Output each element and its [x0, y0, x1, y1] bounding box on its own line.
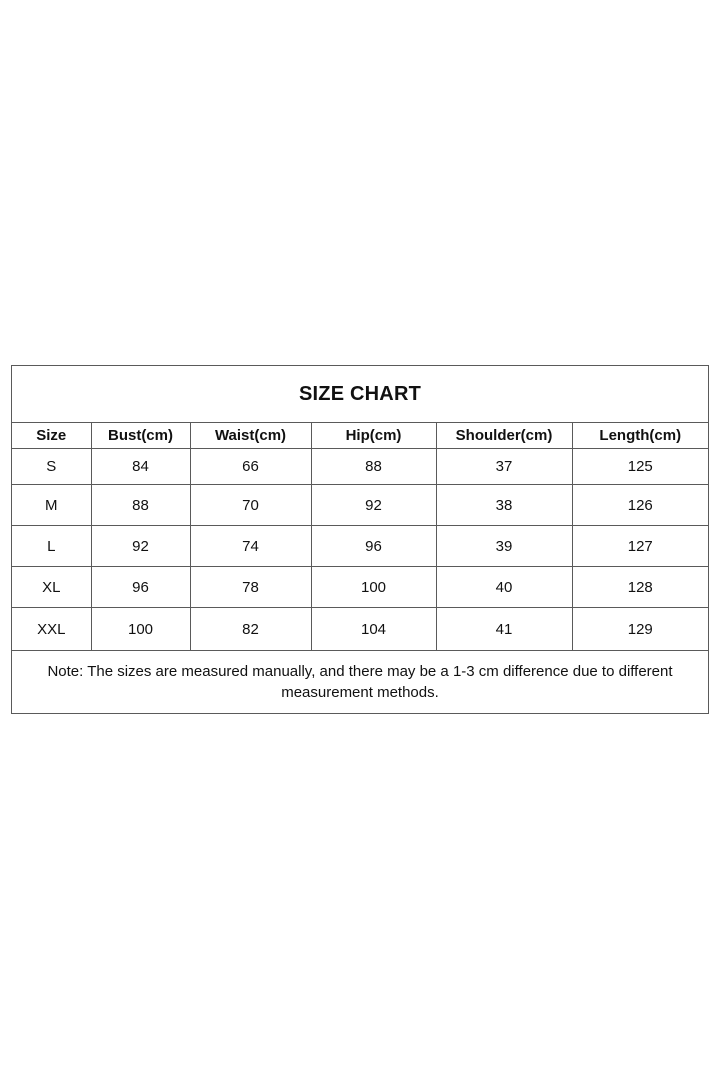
waist-cell: 78 [190, 567, 311, 608]
column-header-hip: Hip(cm) [311, 423, 436, 449]
header-row [12, 423, 708, 449]
bust-cell: 92 [91, 526, 190, 567]
length-cell: 127 [572, 526, 708, 567]
size-cell: XL [12, 567, 91, 608]
size-cell: XXL [12, 608, 91, 651]
measurement-note: Note: The sizes are measured manually, and there may be a 1-3 cm difference due to different measurement methods. [47, 663, 673, 701]
bust-cell: 100 [91, 608, 190, 651]
waist-cell: 66 [190, 449, 311, 485]
shoulder-cell: 40 [436, 567, 572, 608]
hip-cell: 88 [311, 449, 436, 485]
bust-cell: 88 [91, 485, 190, 526]
shoulder-cell: 37 [436, 449, 572, 485]
size-cell: M [12, 485, 91, 526]
hip-cell: 104 [311, 608, 436, 651]
shoulder-cell: 41 [436, 608, 572, 651]
waist-cell: 74 [190, 526, 311, 567]
hip-cell: 96 [311, 526, 436, 567]
table-row [12, 526, 708, 567]
length-cell: 128 [572, 567, 708, 608]
bust-cell: 84 [91, 449, 190, 485]
column-header-length: Length(cm) [572, 423, 708, 449]
waist-cell: 82 [190, 608, 311, 651]
shoulder-cell: 38 [436, 485, 572, 526]
length-cell: 126 [572, 485, 708, 526]
shoulder-cell: 39 [436, 526, 572, 567]
hip-cell: 92 [311, 485, 436, 526]
length-cell: 125 [572, 449, 708, 485]
size-cell: L [12, 526, 91, 567]
table-row [12, 449, 708, 485]
column-header-size: Size [12, 423, 91, 449]
column-header-bust: Bust(cm) [91, 423, 190, 449]
table-row [12, 567, 708, 608]
table-row [12, 485, 708, 526]
size-chart [11, 365, 709, 714]
size-cell: S [12, 449, 91, 485]
table-row [12, 608, 708, 651]
size-table [12, 423, 708, 651]
column-header-waist: Waist(cm) [190, 423, 311, 449]
bust-cell: 96 [91, 567, 190, 608]
waist-cell: 70 [190, 485, 311, 526]
column-header-shoulder: Shoulder(cm) [436, 423, 572, 449]
hip-cell: 100 [311, 567, 436, 608]
chart-title: SIZE CHART [12, 366, 708, 423]
length-cell: 129 [572, 608, 708, 651]
